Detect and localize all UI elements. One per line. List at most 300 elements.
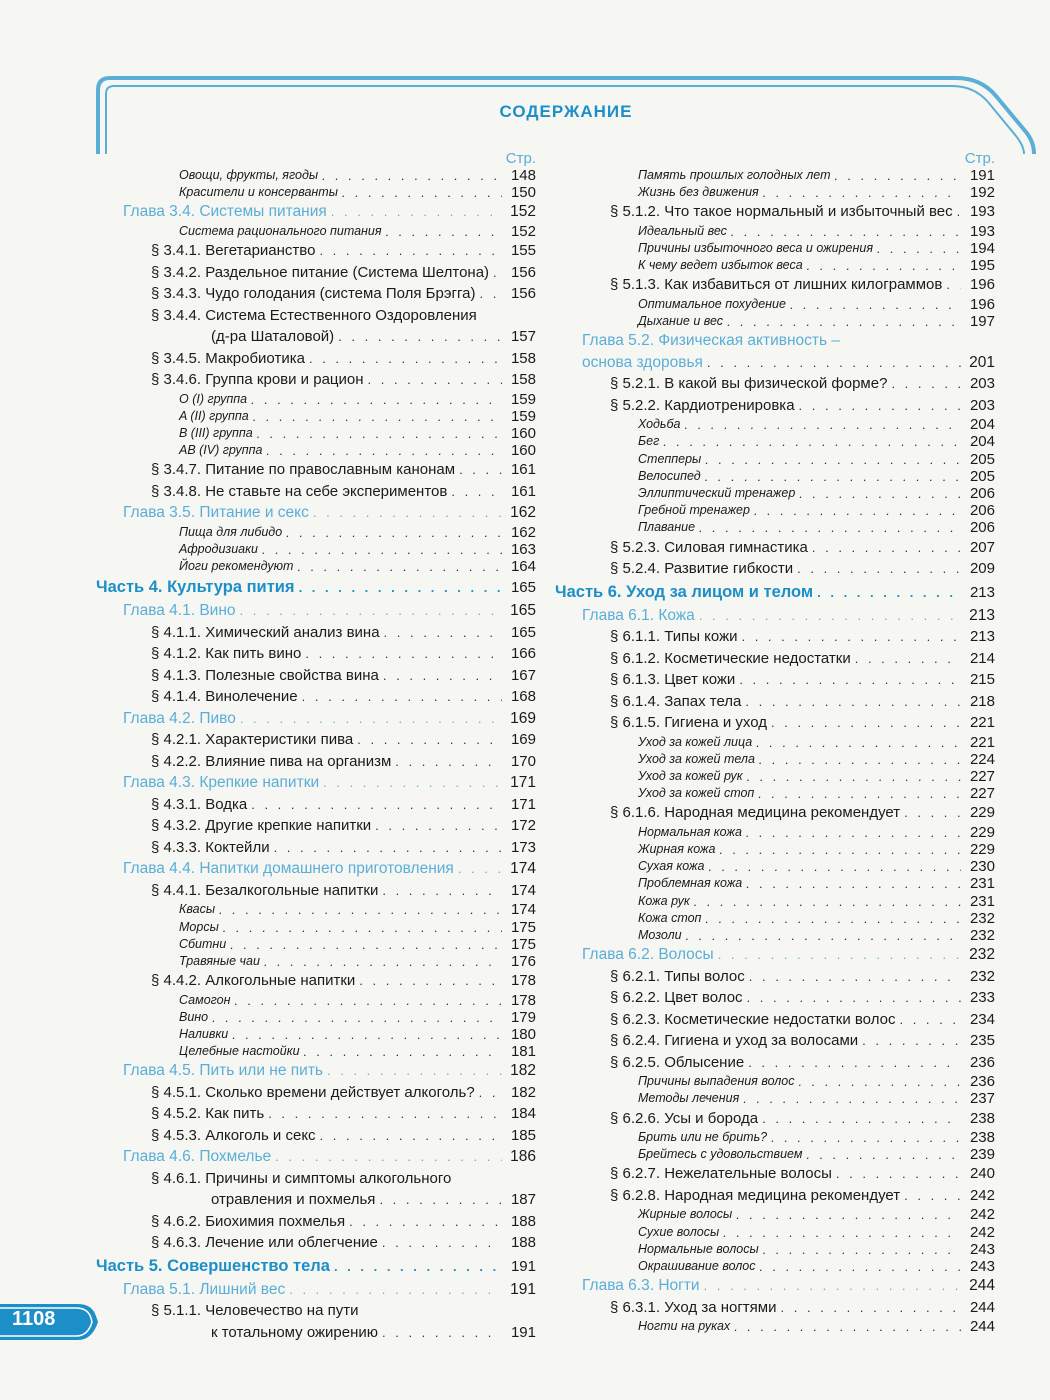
toc-entry-page: 152 [510,203,536,221]
toc-entry-title: к тотальному ожирению [211,1323,379,1341]
dot-leader [877,240,961,257]
dot-leader [302,686,502,708]
toc-entry-title: § 3.4.7. Питание по православным канонам [151,461,456,479]
toc-entry-chap [96,772,536,794]
toc-entry-title: Травяные чаи [179,953,260,968]
toc-entry-page: 173 [510,838,536,856]
toc-entry-title: Гребной тренажер [638,503,750,518]
dot-leader [275,1146,502,1168]
dot-leader [382,880,502,902]
toc-entry-title: Глава 6.2. Волосы [582,946,714,964]
toc-entry-sub [555,167,995,184]
toc-entry-title: Пища для либидо [179,524,283,539]
dot-leader [817,580,961,605]
toc-entry-sub [555,1090,995,1107]
toc-entry-sub [555,296,995,313]
toc-entry-title: Глава 4.3. Крепкие напитки [123,774,320,792]
dot-leader [264,953,502,970]
toc-entry-title: A (II) группа [179,408,249,423]
dot-leader [331,201,502,223]
toc-entry-title: B (III) группа [179,425,253,440]
toc-entry-page: 179 [510,1008,536,1026]
toc-entry-page: 214 [969,649,995,667]
toc-entry-page: 231 [969,875,995,893]
toc-entry-title: Бег [638,434,660,449]
toc-entry-title: § 4.2.2. Влияние пива на организм [151,752,392,770]
toc-entry-title: § 4.3.2. Другие крепкие напитки [151,817,372,835]
dot-leader [286,524,502,541]
page-number: 1108 [12,1308,56,1330]
toc-entry-page: 209 [969,560,995,578]
toc-entry-title: Нормальные волосы [638,1241,759,1256]
toc-entry-page: 182 [510,1062,536,1080]
dot-leader [807,257,961,274]
toc-entry-title: § 5.1.1. Человечество на пути [151,1302,359,1320]
toc-entry-secnopage [96,1300,536,1322]
dot-leader [212,1009,502,1026]
toc-entry-chap [555,1275,995,1297]
toc-entry-title: Сухая кожа [638,859,705,874]
toc-entry-title: Жирные волосы [638,1207,733,1222]
toc-entry-secnopage [96,305,536,327]
toc-entry-chap [555,944,995,966]
dot-leader [493,262,502,284]
toc-entry-title: § 6.2.7. Нежелательные волосы [610,1165,832,1183]
toc-entry-page: 229 [969,841,995,859]
toc-entry-page: 234 [969,1010,995,1028]
toc-entry-title: § 6.2.4. Гигиена и уход за волосами [610,1032,859,1050]
toc-entry-sec [555,373,995,395]
toc-entry-sub [96,1009,536,1026]
toc-entry-page: 193 [969,222,995,240]
toc-entry-sec [555,537,995,559]
toc-entry-title: Эллиптический тренажер [638,486,796,501]
dot-leader [946,274,961,296]
toc-entry-title: § 4.4.2. Алкогольные напитки [151,972,356,990]
toc-entry-page: 242 [969,1186,995,1204]
toc-entry-sub [96,936,536,953]
dot-leader [384,622,502,644]
toc-entry-page: 224 [969,750,995,768]
toc-entry-page: 206 [969,485,995,503]
toc-entry-title: (д-ра Шаталовой) [211,328,335,346]
toc-entry-page: 166 [510,645,536,663]
toc-entry-page: 181 [510,1043,536,1061]
dot-leader [904,1185,961,1207]
toc-entry-sec [555,966,995,988]
toc-entry-page: 174 [510,860,536,878]
toc-entry-title: § 4.1.1. Химический анализ вина [151,623,380,641]
toc-entry-page: 160 [510,442,536,460]
toc-entry-title: § 6.2.3. Косметические недостатки волос [610,1010,896,1028]
toc-entry-page: 233 [969,989,995,1007]
dot-leader [799,395,961,417]
dot-leader [797,558,961,580]
toc-entry-sec [555,1009,995,1031]
toc-entry-page: 239 [969,1146,995,1164]
toc-entry-sub [555,1206,995,1223]
toc-entry-title: Ходьба [638,417,681,432]
dot-leader [297,558,502,575]
toc-entry-page: 194 [969,240,995,258]
toc-entry-chap [555,605,995,627]
dot-leader [684,416,961,433]
dot-leader [232,1026,502,1043]
toc-entry-sub [96,919,536,936]
dot-leader [266,442,502,459]
toc-entry-page: 242 [969,1223,995,1241]
dot-leader [723,1224,961,1241]
toc-entry-page: 218 [969,692,995,710]
toc-entry-chap [96,858,536,880]
toc-entry-title: Ногти на руках [638,1319,731,1334]
toc-entry-page: 237 [969,1090,995,1108]
dot-leader [743,1090,961,1107]
toc-entry-page: 185 [510,1126,536,1144]
toc-entry-title: Кожа стоп [638,910,702,925]
toc-entry-title: § 4.5.3. Алкоголь и секс [151,1126,316,1144]
page-title: СОДЕРЖАНИЕ [499,102,633,121]
toc-entry-sub [555,1146,995,1163]
toc-entry-sec [96,1232,536,1254]
toc-entry-chap [96,1060,536,1082]
toc-entry-title: § 5.2.2. Кардиотренировка [610,396,795,414]
toc-entry-sub [96,558,536,575]
toc-entry-chap [96,1279,536,1301]
toc-entry-page: 158 [510,349,536,367]
toc-entry-page: 213 [969,583,995,601]
dot-leader [663,433,961,450]
contents-banner [96,76,1036,158]
toc-entry-title: § 6.2.2. Цвет волос [610,989,743,1007]
toc-entry-sub [96,1026,536,1043]
toc-entry-title: Глава 4.1. Вино [123,602,236,620]
toc-entry-page: 205 [969,450,995,468]
dot-leader [240,600,502,622]
toc-entry-chapnopage [555,330,995,352]
toc-entry-title: Глава 4.4. Напитки домашнего приготовления [123,860,454,878]
toc-entry-page: 159 [510,390,536,408]
toc-entry-page: 203 [969,396,995,414]
dot-leader [806,1146,961,1163]
toc-entry-cont [96,326,536,348]
toc-entry-page: 148 [510,166,536,184]
dot-leader [359,970,502,992]
toc-entry-page: 180 [510,1025,536,1043]
toc-entry-page: 157 [510,328,536,346]
toc-entry-title: Афродизиаки [179,541,258,556]
toc-entry-part [555,580,995,605]
dot-leader [759,751,961,768]
dot-leader [375,815,502,837]
toc-entry-sec [96,643,536,665]
toc-entry-sub [555,927,995,944]
dot-leader [739,669,961,691]
toc-entry-chap [96,1146,536,1168]
toc-entry-sec [96,348,536,370]
dot-leader [304,1043,502,1060]
dot-leader [479,283,502,305]
dot-leader [899,1009,961,1031]
toc-entry-sub [96,184,536,201]
toc-entry-title: Глава 4.5. Пить или не пить [123,1062,323,1080]
toc-entry-title: § 6.1.2. Косметические недостатки [610,649,851,667]
dot-leader [320,1125,502,1147]
toc-entry-sec [96,369,536,391]
toc-entry-sub [96,1043,536,1060]
toc-entry-page: 178 [510,972,536,990]
toc-entry-title: Глава 6.1. Кожа [582,606,695,624]
toc-entry-page: 244 [969,1277,995,1295]
dot-leader [891,373,961,395]
toc-entry-page: 164 [510,558,536,576]
toc-entry-page: 221 [969,733,995,751]
toc-entry-sub [555,858,995,875]
toc-entry-sub [555,257,995,274]
page-column-label: Стр. [964,150,995,167]
toc-entry-sec [96,794,536,816]
toc-entry-page: 162 [510,523,536,541]
toc-entry-page: 238 [969,1109,995,1127]
toc-entry-sec [555,1163,995,1185]
toc-entry-title: § 4.3.1. Водка [151,795,248,813]
toc-entry-sub [555,313,995,330]
toc-entry-title: O (I) группа [179,391,248,406]
dot-leader [289,1279,502,1301]
dot-leader [349,1211,502,1233]
toc-entry-title: Глава 5.1. Лишний вес [123,1280,286,1298]
dot-leader [230,936,502,953]
toc-entry-title: § 6.2.5. Облысение [610,1053,745,1071]
toc-entry-title: § 6.1.4. Запах тела [610,692,742,710]
toc-entry-title: § 4.2.1. Характеристики пива [151,731,354,749]
toc-entry-page: 243 [969,1240,995,1258]
dot-leader [747,987,961,1009]
toc-entry-sec [96,262,536,284]
toc-entry-page: 238 [969,1129,995,1147]
toc-entry-title: § 4.6.3. Лечение или облегчение [151,1234,378,1252]
dot-leader [253,408,502,425]
dot-leader [699,519,961,536]
toc-entry-page: 182 [510,1083,536,1101]
dot-leader [268,1103,502,1125]
toc-entry-sec [96,622,536,644]
dot-leader [342,184,502,201]
dot-leader [313,502,502,524]
toc-entry-page: 186 [510,1148,536,1166]
toc-entry-page: 227 [969,767,995,785]
dot-leader [771,712,961,734]
toc-entry-page: 168 [510,688,536,706]
toc-entry-page: 150 [510,184,536,202]
toc-entry-page: 155 [510,242,536,260]
toc-entry-sub [555,416,995,433]
toc-entry-sec [96,1125,536,1147]
toc-entry-sec [96,729,536,751]
toc-entry-sec [96,1082,536,1104]
toc-entry-sec [555,395,995,417]
toc-entry-title: Степперы [638,451,702,466]
dot-leader [758,785,961,802]
toc-entry-page: 161 [510,461,536,479]
toc-entry-title: § 3.4.1. Вегетарианство [151,242,316,260]
toc-entry-page: 204 [969,433,995,451]
toc-entry-page: 196 [969,276,995,294]
toc-entry-sec [96,1211,536,1233]
toc-entry-page: 152 [510,222,536,240]
toc-entry-title: Оптимальное похудение [638,296,786,311]
toc-entry-title: Овощи, фрукты, ягоды [179,167,319,182]
dot-leader [719,841,961,858]
toc-entry-sub [96,391,536,408]
dot-leader [219,901,502,918]
dot-leader [705,468,961,485]
toc-entry-title: Целебные настойки [179,1044,300,1059]
toc-entry-title: Уход за кожей тела [638,751,755,766]
toc-entry-page: 242 [969,1206,995,1224]
toc-entry-page: 188 [510,1212,536,1230]
toc-entry-title: § 6.1.3. Цвет кожи [610,671,736,689]
toc-entry-cont [96,1189,536,1211]
toc-entry-page: 231 [969,892,995,910]
toc-entry-sec [96,459,536,481]
dot-leader [382,1232,502,1254]
toc-entry-page: 188 [510,1234,536,1252]
toc-entry-page: 174 [510,901,536,919]
dot-leader [327,1060,502,1082]
toc-entry-title: Система рационального питания [179,223,382,238]
dot-leader [748,1052,961,1074]
dot-leader [731,223,961,240]
toc-entry-sub [555,875,995,892]
toc-entry-page: 196 [969,295,995,313]
toc-entry-sec [96,686,536,708]
toc-entry-title: Глава 3.4. Системы питания [123,203,327,221]
toc-entry-title: Часть 4. Культура пития [96,578,295,597]
toc-entry-sub [555,824,995,841]
toc-entry-part [96,1254,536,1279]
toc-entry-title: Плавание [638,520,696,535]
toc-entry-sec [555,669,995,691]
dot-leader [357,729,502,751]
toc-entry-title: § 3.4.2. Раздельное питание (Система Шелтона) [151,263,490,281]
toc-entry-sec [555,1030,995,1052]
toc-entry-sec [96,283,536,305]
toc-entry-title: Сбитни [179,936,227,951]
toc-entry-page: 213 [969,628,995,646]
toc-entry-title: § 4.5.2. Как пить [151,1105,265,1123]
toc-entry-page: 171 [510,774,536,792]
dot-leader [334,1254,502,1279]
toc-entry-title: § 5.2.3. Силовая гимнастика [610,538,808,556]
toc-entry-title: Брейтесь с удовольствием [638,1147,803,1162]
toc-entry-title: Морсы [179,919,219,934]
toc-entry-page: 174 [510,881,536,899]
dot-leader [694,893,961,910]
dot-leader [386,223,502,240]
dot-leader [736,1206,961,1223]
dot-leader [746,824,961,841]
toc-entry-sub [555,240,995,257]
toc-entry-sec [555,1108,995,1130]
toc-entry-page: 213 [969,606,995,624]
dot-leader [240,708,502,730]
toc-entry-sec [555,712,995,734]
dot-leader [322,167,502,184]
dot-leader [274,837,502,859]
dot-leader [760,1258,962,1275]
toc-entry-sec [555,1052,995,1074]
dot-leader [705,451,961,468]
toc-entry-sub [555,485,995,502]
dot-leader [382,1322,502,1344]
toc-entry-sec [96,837,536,859]
toc-entry-page: 158 [510,371,536,389]
toc-entry-sec [96,1103,536,1125]
toc-entry-page: 175 [510,918,536,936]
toc-entry-page: 236 [969,1073,995,1091]
toc-entry-sec [96,751,536,773]
toc-entry-sub [555,223,995,240]
dot-leader [479,1082,502,1104]
toc-entry-sub [555,1073,995,1090]
toc-left-column [96,150,536,1343]
toc-entry-title: § 5.1.2. Что такое нормальный и избыточный вес [610,203,953,221]
toc-entry-sub [555,910,995,927]
toc-entry-title: Идеальный вес [638,223,727,238]
toc-entry-title: § 4.4.1. Безалкогольные напитки [151,881,379,899]
toc-entry-title: Жирная кожа [638,842,716,857]
toc-entry-title: § 4.6.1. Причины и симптомы алкогольного [151,1169,452,1187]
toc-entry-page: 193 [969,203,995,221]
toc-entry-sub [555,451,995,468]
toc-entry-page: 206 [969,502,995,520]
dot-leader [223,919,502,936]
toc-entry-page: 191 [510,1257,536,1275]
toc-entry-page: 172 [510,817,536,835]
toc-entry-page: 229 [969,823,995,841]
toc-entry-page: 244 [969,1318,995,1336]
toc-entry-title: Глава 4.6. Похмелье [123,1148,272,1166]
toc-entry-sub [96,408,536,425]
toc-entry-title: отравления и похмелья [211,1191,376,1209]
toc-entry-title: Мозоли [638,927,682,942]
toc-entry-page: 169 [510,731,536,749]
dot-leader [299,575,502,600]
dot-leader [704,1275,961,1297]
toc-entry-title: § 4.1.2. Как пить вино [151,645,302,663]
dot-leader [338,326,502,348]
dot-leader [756,734,961,751]
toc-entry-page: 206 [969,519,995,537]
dot-leader [799,485,961,502]
toc-entry-page: 171 [510,795,536,813]
toc-entry-sub [555,1241,995,1258]
toc-entry-title: Глава 5.2. Физическая активность – [582,332,841,350]
dot-leader [686,927,961,944]
toc-entry-page: 160 [510,424,536,442]
toc-entry-page: 156 [510,263,536,281]
toc-entry-page: 243 [969,1257,995,1275]
dot-leader [323,772,502,794]
toc-entry-title: § 6.3.1. Уход за ногтями [610,1298,777,1316]
toc-entry-title: Уход за кожей рук [638,768,743,783]
toc-entry-sec [96,481,536,503]
toc-entry-title: Методы лечения [638,1091,740,1106]
dot-leader [835,167,961,184]
toc-entry-title: § 4.6.2. Биохимия похмелья [151,1212,346,1230]
toc-entry-page: 203 [969,375,995,393]
